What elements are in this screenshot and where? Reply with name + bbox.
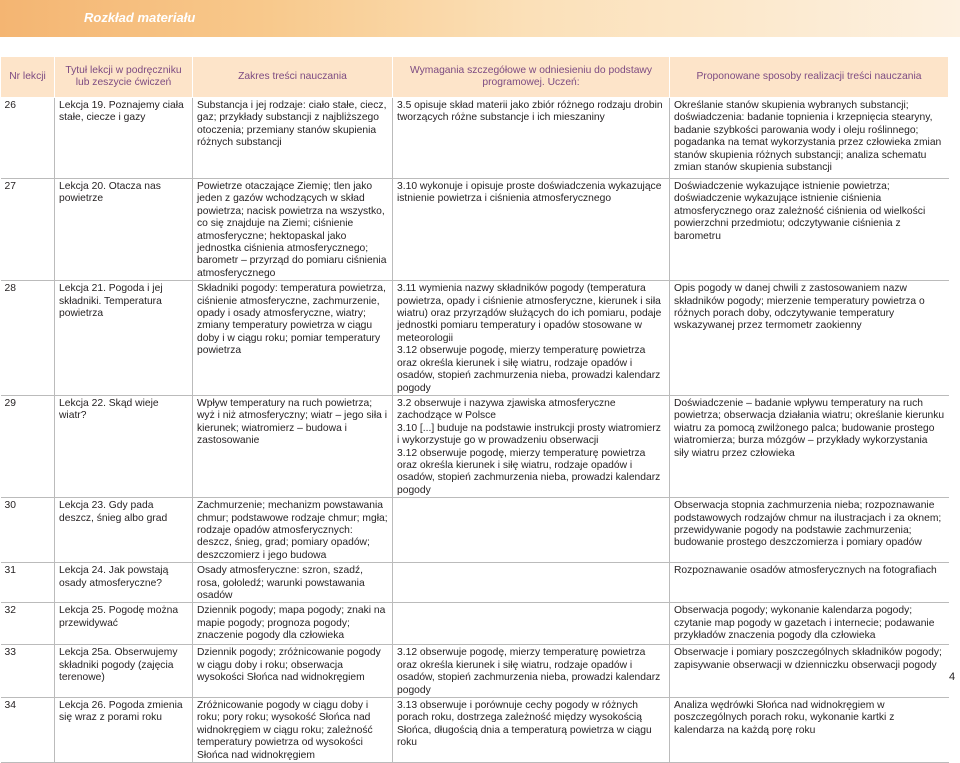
cell-methods: Obserwacja stopnia zachmurzenia nieba; rozpoznawanie podstawowych rodzajów chmur na ilustracjach i za oknem; przewidywanie pogody na podstawie zachmurzenia; budowanie prostego deszczomierza i pomiary opadów [670, 498, 949, 563]
table-row [1, 281, 949, 396]
cell-title: Lekcja 22. Skąd wieje wiatr? [55, 395, 193, 497]
cell-nr: 30 [1, 498, 55, 563]
requirement-item: 3.12 obserwuje pogodę, mierzy temperaturę powietrza oraz określa kierunek i siłę wiatru, rodzaje opadów i osadów, stopień zachmurzenia nieba, prowadzi kalendarz pogody [397, 447, 661, 496]
requirement-item: 3.12 obserwuje pogodę, mierzy temperaturę powietrza oraz określa kierunek i siłę wiatru, rodzaje opadów i osadów, stopień zachmurzenia nieba, prowadzi kalendarz pogody [397, 345, 661, 394]
requirement-item: 3.5 opisuje skład materii jako zbiór różnego rodzaju drobin tworzących różne substancje i ich mieszaniny [397, 100, 663, 124]
cell-scope: Powietrze otaczające Ziemię; tlen jako jeden z gazów wchodzących w skład powietrza; nacisk powietrza na wszystko, co się znajduje na Ziemi; ciśnienie atmosferyczne; hektopaskal jako jednostka ciśnienia atmosferycznego; barometr – przyrząd do pomiaru ciśnienia atmosferycznego [193, 179, 393, 281]
requirement-item: 3.11 wymienia nazwy składników pogody (temperatura powietrza, opady i ciśnienie atmosferyczne, kierunek i siła wiatru) oraz przyrządów służących do ich pomiaru, podaje jednostki pomiaru temperatury i opadów stosowane w meteorologii [397, 283, 662, 344]
cell-title: Lekcja 25. Pogodę można przewidywać [55, 603, 193, 645]
cell-title: Lekcja 21. Pogoda i jej składniki. Temperatura powietrza [55, 281, 193, 396]
cell-requirements [393, 395, 670, 497]
table-row [1, 98, 949, 179]
table-header [1, 57, 949, 98]
cell-title: Lekcja 24. Jak powstają osady atmosferyczne? [55, 563, 193, 603]
header-methods: Proponowane sposoby realizacji treści nauczania [670, 57, 949, 98]
cell-scope: Substancja i jej rodzaje: ciało stałe, ciecz, gaz; przykłady substancji z najbliższego otoczenia; przemiany stanów skupienia różnych substancji [193, 98, 393, 179]
page-number: 4 [949, 671, 956, 683]
cell-requirements [393, 698, 670, 763]
cell-requirements [393, 98, 670, 179]
cell-nr: 31 [1, 563, 55, 603]
table-row [1, 645, 949, 698]
cell-methods: Określanie stanów skupienia wybranych substancji; doświadczenia: badanie topnienia i krzepnięcia stearyny, badanie szybkości parowania wody i oleju roślinnego; pogadanka na temat wykorzystania przez człowieka zmian stanów skupienia różnych substancji; analiza schematu zmian stanów skupienia substancji [670, 98, 949, 179]
cell-nr: 32 [1, 603, 55, 645]
table-body [1, 98, 949, 763]
cell-nr: 28 [1, 281, 55, 396]
curriculum-table [0, 56, 949, 763]
cell-scope: Zróżnicowanie pogody w ciągu doby i roku; pory roku; wysokość Słońca nad widnokręgiem w ciągu roku; zależność temperatury powietrza od wysokości Słońca nad widnokręgiem [193, 698, 393, 763]
cell-scope: Dziennik pogody; zróżnicowanie pogody w ciągu doby i roku; obserwacja wysokości Słońca nad widnokręgiem [193, 645, 393, 698]
cell-requirements [393, 179, 670, 281]
cell-requirements [393, 281, 670, 396]
requirement-item: 3.12 obserwuje pogodę, mierzy temperaturę powietrza oraz określa kierunek i siłę wiatru, rodzaje opadów i osadów, stopień zachmurzenia nieba, prowadzi kalendarz pogody [397, 647, 661, 696]
cell-scope: Dziennik pogody; mapa pogody; znaki na mapie pogody; prognoza pogody; znaczenie pogody dla człowieka [193, 603, 393, 645]
cell-nr: 26 [1, 98, 55, 179]
cell-nr: 34 [1, 698, 55, 763]
cell-methods: Doświadczenie wykazujące istnienie powietrza; doświadczenie wykazujące istnienie ciśnienia atmosferycznego oraz zależność ciśnienia od wielkości powierzchni przedmiotu; odczytywanie ciśnienia z barometru [670, 179, 949, 281]
requirement-item: 3.10 wykonuje i opisuje proste doświadczenia wykazujące istnienie powietrza i ciśnienia atmosferycznego [397, 181, 662, 205]
requirement-item: 3.2 obserwuje i nazywa zjawiska atmosferyczne zachodzące w Polsce [397, 397, 616, 422]
header-scope: Zakres treści nauczania [193, 57, 393, 98]
table-row [1, 498, 949, 563]
cell-methods: Opis pogody w danej chwili z zastosowaniem nazw składników pogody; mierzenie temperatury powietrza o różnych porach doby, odczytywanie temperatury wskazywanej przez termometr zaokienny [670, 281, 949, 396]
cell-methods: Doświadczenie – badanie wpływu temperatury na ruch powietrza; obserwacja działania wiatru; określanie kierunku wiatru za pomocą zwilżonego palca; budowanie prostego wiatromierza; burza mózgów – przykłady wykorzystania siły wiatru przez człowieka [670, 395, 949, 497]
cell-scope: Składniki pogody: temperatura powietrza, ciśnienie atmosferyczne, zachmurzenie, opady i osady atmosferyczne, wiatry; zmiany temperatury powietrza w ciągu doby i w ciągu roku; pomiar temperatury powietrza [193, 281, 393, 396]
cell-requirements [393, 645, 670, 698]
cell-nr: 27 [1, 179, 55, 281]
header-nr: Nr lekcji [1, 57, 55, 98]
header-banner [0, 0, 960, 37]
cell-title: Lekcja 26. Pogoda zmienia się wraz z porami roku [55, 698, 193, 763]
cell-nr: 33 [1, 645, 55, 698]
cell-nr: 29 [1, 395, 55, 497]
cell-methods: Rozpoznawanie osadów atmosferycznych na fotografiach [670, 563, 949, 603]
table-row [1, 603, 949, 645]
header-requirements: Wymagania szczegółowe w odniesieniu do podstawy programowej. Uczeń: [393, 57, 670, 98]
cell-title: Lekcja 23. Gdy pada deszcz, śnieg albo grad [55, 498, 193, 563]
cell-title: Lekcja 25a. Obserwujemy składniki pogody (zajęcia terenowe) [55, 645, 193, 698]
cell-requirements [393, 498, 670, 563]
requirement-item: 3.10 [...] buduje na podstawie instrukcji prosty wiatromierz i wykorzystuje go w prowadzeniu obserwacji [397, 422, 661, 447]
cell-title: Lekcja 20. Otacza nas powietrze [55, 179, 193, 281]
cell-requirements [393, 603, 670, 645]
cell-title: Lekcja 19. Poznajemy ciała stałe, ciecze i gazy [55, 98, 193, 179]
cell-scope: Zachmurzenie; mechanizm powstawania chmur; podstawowe rodzaje chmur; mgła; rodzaje opadów atmosferycznych: deszcz, śnieg, grad; pomiary opadów; deszczomierz i jego budowa [193, 498, 393, 563]
banner-title: Rozkład materiału [84, 10, 196, 25]
table-row [1, 698, 949, 763]
cell-methods: Obserwacje i pomiary poszczególnych składników pogody; zapisywanie obserwacji w dzienniczku obserwacji pogody [670, 645, 949, 698]
table-row [1, 395, 949, 497]
cell-scope: Osady atmosferyczne: szron, szadź, rosa, gołoledź; warunki powstawania osadów [193, 563, 393, 603]
cell-requirements [393, 563, 670, 603]
cell-scope: Wpływ temperatury na ruch powietrza; wyż i niż atmosferyczny; wiatr – jego siła i kierunek; wiatromierz – budowa i zastosowanie [193, 395, 393, 497]
table-row [1, 563, 949, 603]
header-title: Tytuł lekcji w podręczniku lub zeszycie ćwiczeń [55, 57, 193, 98]
table-row [1, 179, 949, 281]
requirement-item: 3.13 obserwuje i porównuje cechy pogody w różnych porach roku, dostrzega zależność między wysokością Słońca, długością dnia a temperaturą powietrza w ciągu roku [397, 700, 652, 749]
cell-methods: Obserwacja pogody; wykonanie kalendarza pogody; czytanie map pogody w gazetach i internecie; podawanie przykładów znaczenia pogody dla człowieka [670, 603, 949, 645]
cell-methods: Analiza wędrówki Słońca nad widnokręgiem w poszczególnych porach roku, wykonanie kartki z kalendarza na każdą porę roku [670, 698, 949, 763]
